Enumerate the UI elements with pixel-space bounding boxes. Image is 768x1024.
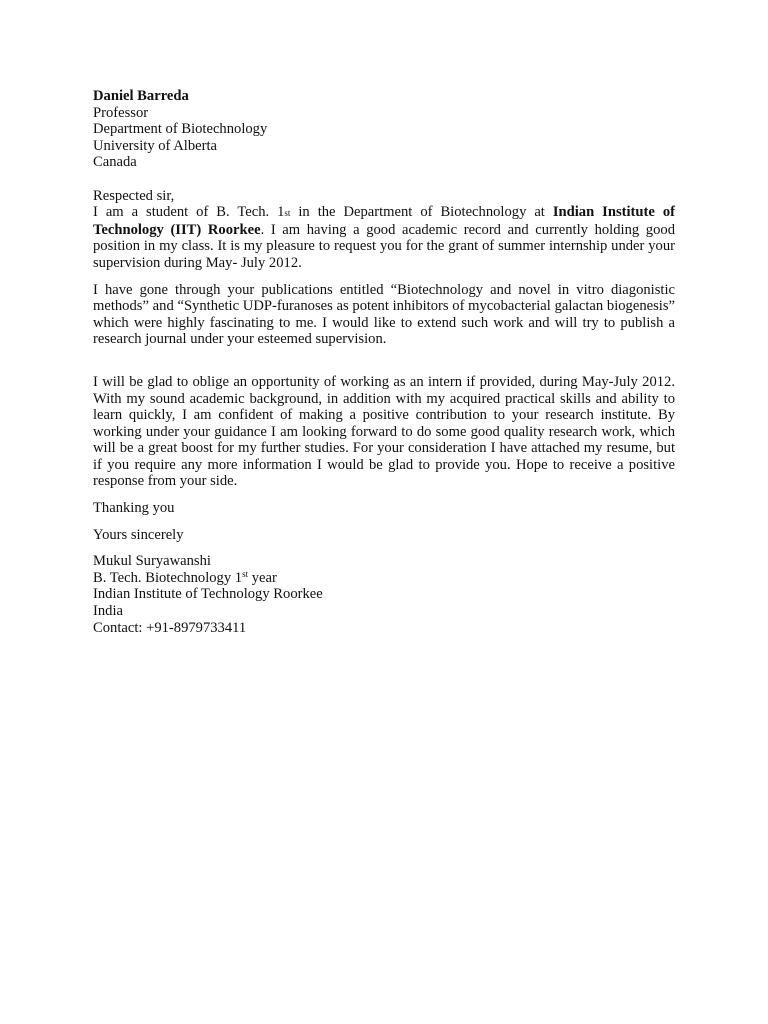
sender-country: India [93, 603, 123, 620]
sender-course-ordinal: st [242, 568, 249, 579]
sender-institute: Indian Institute of Technology Roorkee [93, 586, 323, 603]
recipient-country: Canada [93, 154, 137, 171]
intro-text-1: I am a student of B. Tech. 1 [93, 204, 285, 221]
sender-name: Mukul Suryawanshi [93, 553, 211, 570]
recipient-department: Department of Biotechnology [93, 121, 268, 138]
thanks-line: Thanking you [93, 500, 175, 517]
sender-course [93, 570, 675, 587]
intro-text-2: in the Department of Biotechnology at [290, 204, 553, 221]
paragraph-intro [93, 204, 675, 271]
recipient-address [93, 88, 675, 171]
institute-name-bold: Indian Institute of Technology (IIT) Roorkee [93, 204, 675, 238]
sender-contact: Contact: +91-8979733411 [93, 619, 247, 636]
intro-ordinal: st [284, 208, 291, 219]
sender-course-suffix: year [248, 569, 277, 586]
sender-signature [93, 553, 675, 636]
greeting: Respected sir, [93, 187, 175, 204]
paragraph-internship: I will be glad to oblige an opportunity of working as an intern if provided, during May-July 2012. With my sound academic background, in addition with my acquired practical skills and ability to learn quickly, I am confident of making a positive contribution to your research institute. By working under your guidance I am looking forward to do some good quality research work, which will be a great boost for my further studies. For your consideration I have attached my resume, but if you require any more information I would be glad to provide you. Hope to receive a positive response from your side. [93, 373, 675, 490]
letter-page [93, 88, 675, 636]
recipient-title: Professor [93, 104, 149, 121]
closing-line: Yours sincerely [93, 526, 184, 543]
recipient-name: Daniel Barreda [93, 88, 189, 104]
sender-course-prefix: B. Tech. Biotechnology 1 [93, 569, 243, 586]
intro-text-3: . I am having a good academic record and currently holding good position in my class. It is my pleasure to request you for the grant of summer internship under your supervision during May- July 2012. [93, 221, 675, 271]
paragraph-publications: I have gone through your publications entitled “Biotechnology and novel in vitro diagonistic methods” and “Synthetic UDP-furanoses as potent inhibitors of mycobacterial galactan biogenesis” which were highly fascinating to me. I would like to extend such work and will try to publish a research journal under your esteemed supervision. [93, 281, 675, 348]
recipient-university: University of Alberta [93, 137, 218, 154]
